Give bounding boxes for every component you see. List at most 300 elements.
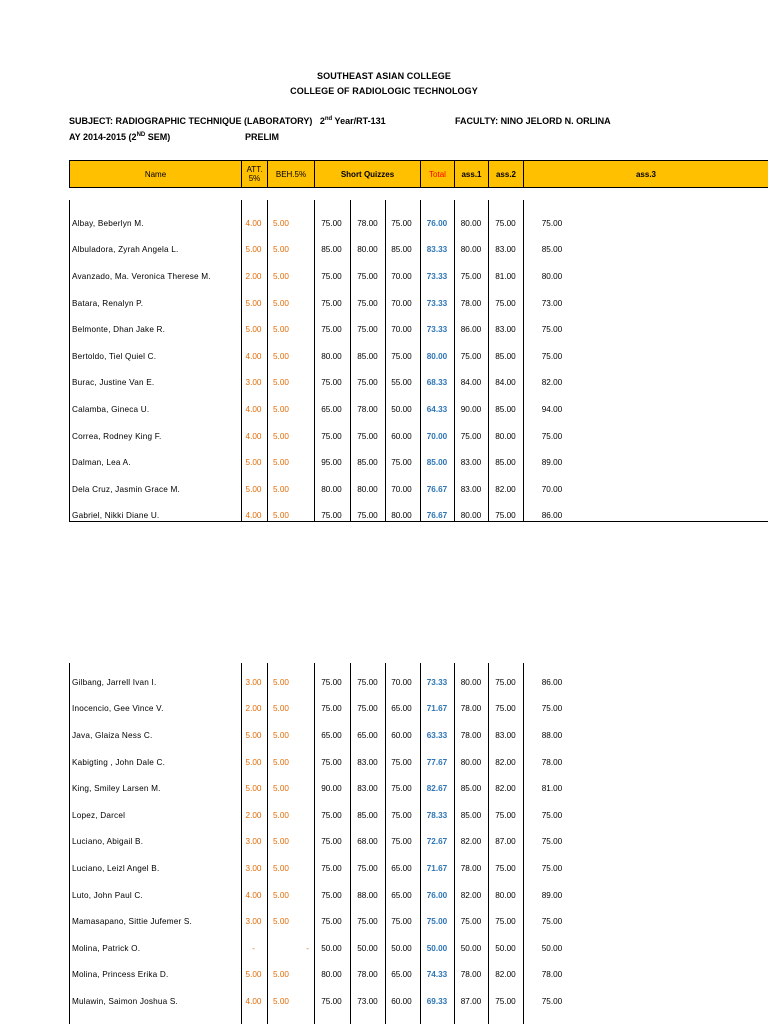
quiz-3-score: 75.00 [391,351,412,361]
quiz-total: 76.00 [426,890,448,900]
quiz-2-score: 85.00 [357,458,378,468]
assignment-1-score: 90.00 [460,404,482,414]
quiz-1-score: 75.00 [321,837,342,847]
behavior-score: 5.00 [273,325,289,335]
assignment-1-score: 86.00 [460,325,482,335]
student-name: Bertoldo, Tiel Quiel C. [72,351,157,361]
table-row [69,423,768,450]
assignment-3-score: 86.00 [541,511,563,521]
subject-line [69,116,386,126]
student-name: Gabriel, Nikki Diane U. [72,511,160,521]
assignment-3-score: 81.00 [541,784,563,794]
table-row [69,908,768,935]
quiz-total: 64.33 [426,404,448,414]
assignment-1-score: 80.00 [460,245,482,255]
quiz-2-score: 80.00 [357,484,378,494]
header-att-line2: 5% [248,174,261,183]
table-row [69,935,768,962]
quiz-1-score: 80.00 [321,970,342,980]
student-name: Kabigting , John Dale C. [72,757,166,767]
quiz-total: 77.67 [426,757,448,767]
assignment-1-score: 80.00 [460,218,482,228]
quiz-3-score: 65.00 [391,970,412,980]
quiz-3-score: 65.00 [391,704,412,714]
attendance-score: 2.00 [245,704,262,714]
quiz-3-score: 75.00 [391,218,412,228]
faculty-line: FACULTY: NINO JELORD N. ORLINA [455,116,611,126]
assignment-2-score: 75.00 [495,704,516,714]
quiz-3-score: 70.00 [391,298,412,308]
assignment-1-score: 78.00 [460,298,482,308]
quiz-2-score: 68.00 [357,837,378,847]
assignment-2-score: 75.00 [495,996,516,1006]
quiz-3-score: 50.00 [391,404,412,414]
student-name: Mamasapano, Sittie Jufemer S. [72,917,193,927]
table-row [69,476,768,503]
quiz-1-score: 80.00 [321,351,342,361]
behavior-score: 5.00 [273,970,289,980]
header-total: Total [420,161,454,187]
attendance-score: 5.00 [245,484,262,494]
assignment-3-score: 75.00 [541,351,563,361]
behavior-score: 5.00 [273,677,289,687]
quiz-1-score: 75.00 [321,325,342,335]
assignment-3-score: 75.00 [541,810,563,820]
quiz-1-score: 95.00 [321,458,342,468]
quiz-3-score: 80.00 [391,511,412,521]
attendance-score: 3.00 [245,917,262,927]
assignment-1-score: 75.00 [460,917,482,927]
student-name: Luciano, Leizl Angel B. [72,863,160,873]
quiz-3-score: 70.00 [391,325,412,335]
student-name: Correa, Rodney King F. [72,431,162,441]
table-row [69,696,768,723]
student-name: Lopez, Darcel [72,810,126,820]
behavior-score: 5.00 [273,271,289,281]
header-att-line1: ATT. [246,165,263,174]
quiz-3-score: 65.00 [391,890,412,900]
table-row [69,829,768,856]
student-name: Albuladora, Zyrah Angela L. [72,245,179,255]
quiz-2-score: 73.00 [357,996,378,1006]
quiz-3-score: 65.00 [391,863,412,873]
behavior-score: 5.00 [273,704,289,714]
student-name: Luciano, Abigail B. [72,837,144,847]
quiz-total: 70.00 [426,431,448,441]
quiz-2-score: 78.00 [357,218,378,228]
quiz-3-score: 60.00 [391,431,412,441]
quiz-total: 78.33 [426,810,448,820]
quiz-total: 74.33 [426,970,448,980]
table-row [69,749,768,776]
quiz-2-score: 75.00 [357,511,378,521]
quiz-2-score: 50.00 [357,943,378,953]
behavior-score: 5.00 [273,298,289,308]
assignment-3-score: 50.00 [541,943,563,953]
assignment-2-score: 83.00 [495,730,516,740]
table-row [69,343,768,370]
student-name: Java, Glaiza Ness C. [72,730,153,740]
behavior-score: 5.00 [273,245,289,255]
quiz-2-score: 75.00 [357,325,378,335]
quiz-1-score: 75.00 [321,511,342,521]
assignment-2-score: 75.00 [495,917,516,927]
table-row [69,882,768,909]
behavior-score: 5.00 [273,404,289,414]
table-row [69,263,768,290]
behavior-score: 5.00 [273,917,289,927]
quiz-total: 73.33 [426,271,448,281]
quiz-1-score: 50.00 [321,943,342,953]
quiz-2-score: 80.00 [357,245,378,255]
term-label: PRELIM [245,132,280,142]
quiz-total: 63.33 [426,730,448,740]
quiz-3-score: 75.00 [391,837,412,847]
quiz-2-score: 75.00 [357,271,378,281]
quiz-1-score: 65.00 [321,404,342,414]
student-name: Mulawin, Saimon Joshua S. [72,996,179,1006]
assignment-2-score: 85.00 [495,351,516,361]
behavior-score: 5.00 [273,810,289,820]
behavior-score: 5.00 [273,458,289,468]
assignment-2-score: 85.00 [495,458,516,468]
table-row [69,396,768,423]
student-name: Gilbang, Jarrell Ivan I. [72,677,157,687]
assignment-2-score: 82.00 [495,484,516,494]
quiz-2-score: 83.00 [357,757,378,767]
quiz-1-score: 75.00 [321,810,342,820]
attendance-score: 5.00 [245,458,262,468]
behavior-score: 5.00 [273,996,289,1006]
assignment-1-score: 75.00 [460,431,482,441]
assignment-2-score: 85.00 [495,404,516,414]
attendance-score: 2.00 [245,271,262,281]
quiz-1-score: 75.00 [321,863,342,873]
year-superscript: nd [324,116,333,122]
assignment-1-score: 83.00 [460,484,482,494]
assignment-2-score: 80.00 [495,890,516,900]
quiz-total: 68.33 [426,378,448,388]
assignment-3-score: 78.00 [541,757,563,767]
table-row [69,722,768,749]
grade-table-block-2 [69,663,768,1024]
assignment-2-score: 84.00 [495,378,516,388]
assignment-3-score: 75.00 [541,996,563,1006]
table-row [69,290,768,317]
quiz-total: 85.00 [426,458,448,468]
student-name: Dalman, Lea A. [72,458,131,468]
assignment-1-score: 80.00 [460,757,482,767]
attendance-score: - [252,943,255,953]
assignment-1-score: 82.00 [460,837,482,847]
academic-year-line [69,132,170,142]
quiz-2-score: 78.00 [357,404,378,414]
quiz-total: 72.67 [426,837,448,847]
assignment-1-score: 83.00 [460,458,482,468]
attendance-score: 5.00 [245,298,262,308]
quiz-1-score: 75.00 [321,271,342,281]
quiz-1-score: 75.00 [321,890,342,900]
attendance-score: 3.00 [245,863,262,873]
assignment-2-score: 82.00 [495,784,516,794]
behavior-score: 5.00 [273,784,289,794]
attendance-score: 4.00 [245,218,262,228]
assignment-2-score: 82.00 [495,970,516,980]
student-name: Burac, Justine Van E. [72,378,155,388]
quiz-total: 82.67 [426,784,448,794]
behavior-score: 5.00 [273,431,289,441]
student-name: Molina, Patrick O. [72,943,141,953]
quiz-3-score: 70.00 [391,484,412,494]
assignment-2-score: 83.00 [495,245,516,255]
assignment-1-score: 75.00 [460,271,482,281]
assignment-3-score: 75.00 [541,431,563,441]
attendance-score: 3.00 [245,677,262,687]
assignment-3-score: 82.00 [541,378,563,388]
assignment-3-score: 88.00 [541,730,563,740]
assignment-3-score: 75.00 [541,917,563,927]
quiz-3-score: 75.00 [391,458,412,468]
attendance-score: 4.00 [245,351,262,361]
table-row [69,316,768,343]
quiz-3-score: 60.00 [391,996,412,1006]
quiz-1-score: 75.00 [321,917,342,927]
attendance-score: 4.00 [245,996,262,1006]
attendance-score: 5.00 [245,784,262,794]
table-row [69,775,768,802]
student-name: Dela Cruz, Jasmin Grace M. [72,484,181,494]
quiz-2-score: 83.00 [357,784,378,794]
quiz-3-score: 75.00 [391,917,412,927]
assignment-2-score: 87.00 [495,837,516,847]
table-row [69,237,768,264]
table-row [69,370,768,397]
behavior-score: 5.00 [273,378,289,388]
attendance-score: 5.00 [245,970,262,980]
assignment-1-score: 75.00 [460,351,482,361]
quiz-3-score: 75.00 [391,757,412,767]
student-name: Luto, John Paul C. [72,890,143,900]
quiz-3-score: 55.00 [391,378,412,388]
quiz-3-score: 75.00 [391,810,412,820]
table-row [69,210,768,237]
assignment-1-score: 78.00 [460,970,482,980]
quiz-1-score: 65.00 [321,730,342,740]
quiz-total: 80.00 [426,351,448,361]
quiz-total: 69.33 [426,996,448,1006]
quiz-2-score: 75.00 [357,704,378,714]
assignment-3-score: 89.00 [541,458,563,468]
year-course: Year/RT-131 [332,116,386,126]
quiz-2-score: 75.00 [357,863,378,873]
attendance-score: 4.00 [245,890,262,900]
subject-text: SUBJECT: RADIOGRAPHIC TECHNIQUE (LABORATORY) [69,116,313,126]
header-ass3: ass.3 [523,161,768,187]
quiz-2-score: 78.00 [357,970,378,980]
ay-superscript: ND [136,132,146,138]
assignment-3-score: 78.00 [541,970,563,980]
assignment-1-score: 80.00 [460,677,482,687]
assignment-1-score: 85.00 [460,810,482,820]
quiz-total: 73.33 [426,325,448,335]
ay-suffix: SEM) [145,132,171,142]
behavior-score: 5.00 [273,837,289,847]
assignment-1-score: 85.00 [460,784,482,794]
student-name: Batara, Renalyn P. [72,298,144,308]
quiz-total: 83.33 [426,245,448,255]
quiz-1-score: 75.00 [321,431,342,441]
quiz-2-score: 85.00 [357,351,378,361]
assignment-1-score: 78.00 [460,863,482,873]
quiz-3-score: 60.00 [391,730,412,740]
assignment-2-score: 50.00 [495,943,516,953]
quiz-1-score: 80.00 [321,484,342,494]
attendance-score: 5.00 [245,757,262,767]
attendance-score: 2.00 [245,810,262,820]
header-name: Name [69,161,241,187]
behavior-score: 5.00 [273,730,289,740]
quiz-2-score: 75.00 [357,431,378,441]
attendance-score: 4.00 [245,404,262,414]
attendance-score: 4.00 [245,511,262,521]
behavior-score: 5.00 [273,484,289,494]
quiz-2-score: 88.00 [357,890,378,900]
table-row [69,669,768,696]
attendance-score: 5.00 [245,730,262,740]
quiz-3-score: 70.00 [391,271,412,281]
department-name: COLLEGE OF RADIOLOGIC TECHNOLOGY [290,86,478,96]
assignment-1-score: 87.00 [460,996,482,1006]
assignment-3-score: 75.00 [541,325,563,335]
quiz-2-score: 65.00 [357,730,378,740]
attendance-score: 5.00 [245,325,262,335]
quiz-3-score: 70.00 [391,677,412,687]
assignment-3-score: 73.00 [541,298,563,308]
header-ass2: ass.2 [488,161,523,187]
quiz-1-score: 85.00 [321,245,342,255]
assignment-3-score: 70.00 [541,484,563,494]
attendance-score: 3.00 [245,837,262,847]
quiz-2-score: 75.00 [357,298,378,308]
student-name: Avanzado, Ma. Veronica Therese M. [72,271,211,281]
quiz-total: 73.33 [426,298,448,308]
assignment-1-score: 80.00 [460,511,482,521]
quiz-3-score: 50.00 [391,943,412,953]
quiz-total: 71.67 [426,863,448,873]
quiz-total: 71.67 [426,704,448,714]
quiz-1-score: 75.00 [321,378,342,388]
quiz-total: 76.00 [426,218,448,228]
behavior-score: 5.00 [273,351,289,361]
header-beh: BEH.5% [267,161,314,187]
quiz-2-score: 75.00 [357,917,378,927]
attendance-score: 3.00 [245,378,262,388]
quiz-total: 50.00 [426,943,448,953]
quiz-1-score: 75.00 [321,757,342,767]
quiz-1-score: 75.00 [321,677,342,687]
table-row [69,988,768,1015]
quiz-total: 75.00 [426,917,448,927]
header-att [241,161,267,187]
assignment-1-score: 84.00 [460,378,482,388]
quiz-3-score: 85.00 [391,245,412,255]
college-name: SOUTHEAST ASIAN COLLEGE [317,71,451,81]
table-row [69,503,768,530]
column-header-row [69,160,768,188]
quiz-1-score: 75.00 [321,704,342,714]
behavior-score: 5.00 [273,890,289,900]
table-row [69,855,768,882]
assignment-3-score: 75.00 [541,218,563,228]
quiz-total: 73.33 [426,677,448,687]
quiz-2-score: 75.00 [357,677,378,687]
assignment-2-score: 75.00 [495,218,516,228]
assignment-3-score: 80.00 [541,271,563,281]
assignment-2-score: 80.00 [495,431,516,441]
assignment-1-score: 82.00 [460,890,482,900]
assignment-3-score: 94.00 [541,404,563,414]
attendance-score: 4.00 [245,431,262,441]
assignment-2-score: 81.00 [495,271,516,281]
header-short-quizzes: Short Quizzes [314,161,420,187]
table-row [69,449,768,476]
behavior-score: 5.00 [273,218,289,228]
quiz-total: 76.67 [426,511,448,521]
student-name: Molina, Princess Erika D. [72,970,169,980]
table-row [69,962,768,989]
table-row [69,802,768,829]
year-number: 2 [319,116,325,126]
student-name: Belmonte, Dhan Jake R. [72,325,166,335]
student-name: Inocencio, Gee Vince V. [72,704,164,714]
student-name: Albay, Beberlyn M. [72,218,144,228]
assignment-2-score: 83.00 [495,325,516,335]
assignment-3-score: 89.00 [541,890,563,900]
behavior-score: 5.00 [273,511,289,521]
grade-table-block-1 [69,200,768,522]
header-ass1: ass.1 [454,161,488,187]
quiz-2-score: 75.00 [357,378,378,388]
quiz-3-score: 75.00 [391,784,412,794]
assignment-2-score: 75.00 [495,677,516,687]
ay-prefix: AY 2014-2015 (2 [69,132,137,142]
assignment-3-score: 75.00 [541,837,563,847]
assignment-2-score: 75.00 [495,810,516,820]
assignment-2-score: 75.00 [495,863,516,873]
behavior-score: 5.00 [273,757,289,767]
assignment-2-score: 75.00 [495,298,516,308]
assignment-2-score: 82.00 [495,757,516,767]
assignment-1-score: 78.00 [460,704,482,714]
student-name: King, Smiley Larsen M. [72,784,161,794]
quiz-1-score: 90.00 [321,784,342,794]
quiz-total: 76.67 [426,484,448,494]
behavior-score: 5.00 [273,863,289,873]
attendance-score: 5.00 [245,245,262,255]
quiz-1-score: 75.00 [321,218,342,228]
assignment-3-score: 75.00 [541,704,563,714]
assignment-3-score: 86.00 [541,677,563,687]
assignment-3-score: 85.00 [541,245,563,255]
assignment-1-score: 50.00 [460,943,482,953]
assignment-2-score: 75.00 [495,511,516,521]
behavior-score: - [306,943,309,953]
assignment-1-score: 78.00 [460,730,482,740]
quiz-2-score: 85.00 [357,810,378,820]
quiz-1-score: 75.00 [321,996,342,1006]
assignment-3-score: 75.00 [541,863,563,873]
quiz-1-score: 75.00 [321,298,342,308]
